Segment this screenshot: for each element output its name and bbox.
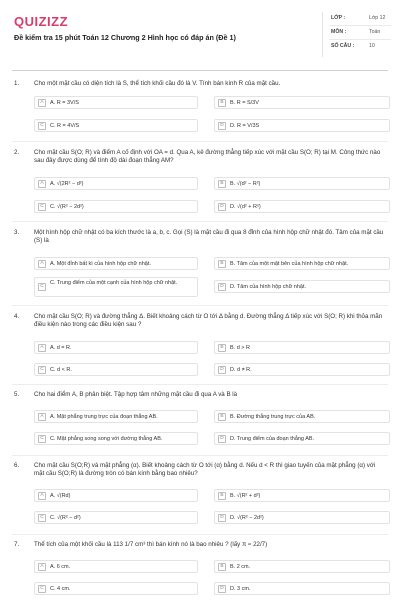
option-b[interactable] [214, 560, 390, 573]
option-c[interactable] [34, 119, 198, 132]
option-letter: B [218, 99, 226, 107]
option-b[interactable] [214, 257, 390, 270]
option-letter: D [218, 122, 226, 130]
option-text: C. 4 cm. [50, 586, 71, 592]
option-letter: A [38, 563, 46, 571]
option-d[interactable] [214, 280, 390, 293]
divider [329, 39, 391, 40]
option-text: B. R = S/3V [230, 100, 259, 106]
option-a[interactable] [34, 177, 198, 190]
option-letter: A [38, 492, 46, 500]
option-letter: C [38, 203, 46, 211]
option-b[interactable] [214, 410, 390, 423]
quizizz-logo: QUIZIZZ [14, 14, 69, 29]
option-text: B. 2 cm. [230, 564, 251, 570]
info-label: SỐ CÂU : [331, 43, 355, 49]
exam-title: Đề kiểm tra 15 phút Toán 12 Chương 2 Hình học có đáp án (Đề 1) [14, 33, 236, 42]
option-d[interactable] [214, 432, 390, 445]
option-b[interactable] [214, 96, 390, 109]
info-row-class [331, 14, 393, 23]
option-d[interactable] [214, 582, 390, 595]
option-letter: C [38, 122, 46, 130]
option-text: D. 3 cm. [230, 586, 251, 592]
option-letter: D [218, 366, 226, 374]
option-a[interactable] [34, 96, 198, 109]
option-text: A. d = R. [50, 345, 72, 351]
option-c[interactable] [34, 200, 198, 213]
option-text: B. Tâm của một mặt bên của hình hộp chữ nhật. [230, 261, 349, 267]
option-text: D. Trung điểm của đoạn thẳng AB. [230, 436, 315, 442]
question-text: Thể tích của một khối cầu là 113 1/7 cm³ thì bán kính nó là bao nhiêu ? (lấy π ≈ 22/7) [34, 541, 268, 548]
question-number: 7. [14, 541, 20, 548]
option-text: B. d > R [230, 345, 251, 351]
question-number: 4. [14, 313, 20, 320]
option-d[interactable] [214, 119, 390, 132]
option-letter: D [218, 283, 226, 291]
option-letter: D [218, 585, 226, 593]
question-divider [12, 384, 388, 385]
option-letter: B [218, 563, 226, 571]
option-letter: D [218, 514, 226, 522]
info-value: Toán [369, 29, 381, 35]
option-text: C. Mặt phẳng song song với đường thẳng AB. [50, 436, 163, 442]
option-text: C. √(R² − d²) [50, 515, 81, 521]
option-letter: A [38, 180, 46, 188]
option-a[interactable] [34, 560, 198, 573]
option-c[interactable] [34, 363, 198, 376]
option-text: C. d < R. [50, 367, 72, 373]
option-text: A. Mặt phẳng trung trực của đoạn thẳng AB. [50, 414, 158, 420]
question-text: Một hình hộp chữ nhật có ba kích thước là a, b, c. Gọi (S) là mặt cầu đi qua 8 đỉnh của hình hộp chữ nhật đó. Tâm của mặt cầu (S) là [34, 229, 384, 245]
info-value: Lớp 12 [369, 15, 386, 21]
question-divider [12, 141, 388, 142]
option-letter: B [218, 180, 226, 188]
question-number: 6. [14, 462, 20, 469]
option-text: D. R = V/3S [230, 123, 260, 129]
question-text: Cho hai điểm A, B phân biệt. Tập hợp tâm những mặt cầu đi qua A và B là [34, 391, 238, 398]
option-b[interactable] [214, 341, 390, 354]
info-label: LỚP : [331, 15, 346, 21]
option-letter: A [38, 260, 46, 268]
option-a[interactable] [34, 410, 198, 423]
header-divider [12, 70, 388, 71]
option-text: B. √(R² + d²) [230, 493, 261, 499]
option-text: C. R = 4V/S [50, 123, 80, 129]
option-text: D. √(R² − 2d²) [230, 515, 264, 521]
option-text: A. R = 3V/S [50, 100, 79, 106]
option-a[interactable] [34, 341, 198, 354]
info-label: MÔN : [331, 29, 347, 35]
question-divider [12, 534, 388, 535]
option-c[interactable] [34, 582, 198, 595]
option-text: B. Đường thẳng trung trực của AB. [230, 414, 316, 420]
question-divider [12, 305, 388, 306]
option-c[interactable] [34, 432, 198, 445]
info-value: 10 [369, 43, 375, 49]
question-text: Cho mặt cầu S(O; R) và đường thẳng Δ. Biết khoảng cách từ O tới Δ bằng d. Đường thẳng Δ tiếp xúc với S(O; R) khi thỏa mãn điều kiện nào trong các điều kiện sau ? [34, 313, 383, 329]
question-number: 2. [14, 149, 20, 156]
option-b[interactable] [214, 489, 390, 502]
option-letter: D [218, 435, 226, 443]
option-b[interactable] [214, 177, 390, 190]
option-text: A. Một đỉnh bất kì của hình hộp chữ nhật. [50, 261, 151, 267]
option-letter: A [38, 413, 46, 421]
option-letter: C [38, 366, 46, 374]
option-c[interactable] [34, 511, 198, 524]
exam-info-box [322, 12, 390, 57]
question-text: Cho mặt cầu S(O; R) và điểm A cố định với OA = d. Qua A, kẻ đường thẳng tiếp xúc với mặt cầu S(O; R) tại M. Công thức nào sau đây được dùng để tính độ dài đoạn thẳng AM? [34, 149, 381, 165]
question-number: 1. [14, 80, 20, 87]
option-d[interactable] [214, 511, 390, 524]
info-row-subject [331, 28, 393, 37]
question-divider [12, 221, 388, 222]
option-text: A. 6 cm. [50, 564, 71, 570]
option-letter: D [218, 203, 226, 211]
option-letter: C [38, 283, 46, 291]
option-letter: C [38, 585, 46, 593]
option-text: C. √(R² − 2d²) [50, 204, 84, 210]
option-text: A. √(Rd) [50, 493, 71, 499]
option-d[interactable] [214, 200, 390, 213]
option-text: D. d ≠ R. [230, 367, 252, 373]
option-text: A. √(2R² − d²) [50, 181, 84, 187]
option-a[interactable] [34, 257, 198, 270]
page-header [0, 0, 400, 70]
question-text: Cho một mặt cầu có diện tích là S, thể tích khối cầu đó là V. Tính bán kính R của mặt cầu. [34, 80, 281, 87]
option-a[interactable] [34, 489, 198, 502]
question-number: 5. [14, 391, 20, 398]
question-number: 3. [14, 229, 20, 236]
option-text: B. √(d² − R²) [230, 181, 261, 187]
option-text: D. √(d² + R²) [230, 204, 261, 210]
question-text: Cho mặt cầu S(O;R) và mặt phẳng (α). Biết khoảng cách từ O tới (α) bằng d. Nếu d < R thì giao tuyến của mặt phẳng (α) với mặt cầu S(O;R) là đường tròn có bán kính bằng bao nhiêu? [34, 462, 376, 478]
divider [329, 25, 391, 26]
option-letter: C [38, 514, 46, 522]
option-letter: B [218, 413, 226, 421]
option-c[interactable] [34, 277, 198, 297]
info-row-count [331, 42, 393, 51]
option-letter: A [38, 99, 46, 107]
option-d[interactable] [214, 363, 390, 376]
question-divider [12, 455, 388, 456]
option-text: C. Trung điểm của một cạnh của hình hộp chữ nhật. [50, 280, 178, 286]
option-letter: A [38, 344, 46, 352]
option-letter: B [218, 344, 226, 352]
option-letter: B [218, 492, 226, 500]
option-letter: C [38, 435, 46, 443]
option-letter: B [218, 260, 226, 268]
option-text: D. Tâm của hình hộp chữ nhật. [230, 284, 307, 290]
